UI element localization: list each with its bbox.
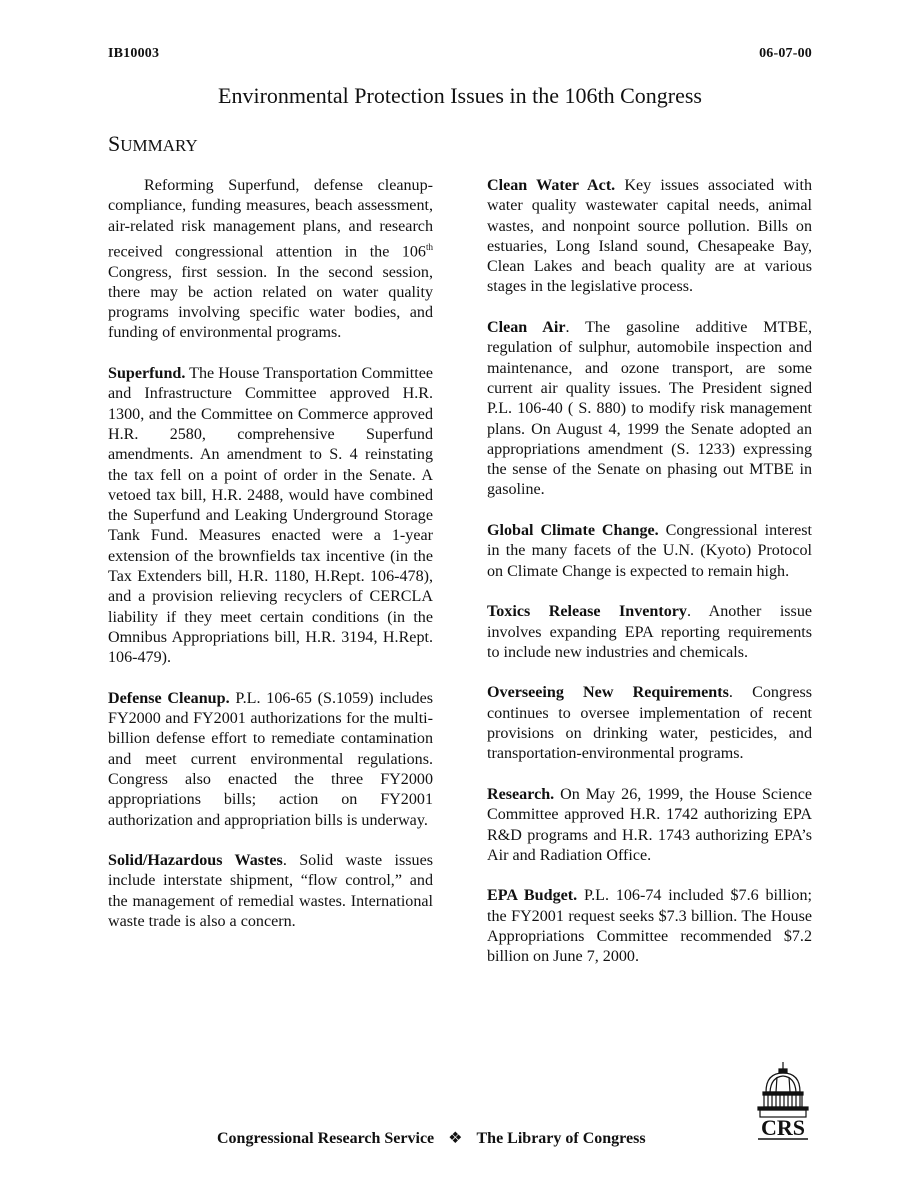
overseeing-paragraph [487, 683, 812, 764]
toxics-heading: Toxics Release Inventory [487, 603, 687, 621]
intro-text-2: Congress, first session. In the second session, there may be action related on water quality programs involving specific water bodies, and funding of environmental programs. [108, 263, 433, 342]
research-paragraph [487, 785, 812, 866]
footer [217, 1128, 646, 1148]
section-heading [108, 131, 198, 157]
overseeing-heading: Overseeing New Requirements [487, 684, 729, 702]
logo-dome [766, 1073, 800, 1092]
report-date: 06-07-00 [759, 46, 812, 61]
budget-paragraph [487, 886, 812, 967]
research-heading: Research. [487, 785, 555, 803]
toxics-text: . Another issue involves expanding EPA reporting requirements to include new industries and chemicals. [487, 603, 813, 661]
superfund-text: The House Transportation Committee and Infrastructure Committee approved H.R. 1300, and the Committee on Commerce approved H.R. 2580, comprehensive Superfund amendments. An amendment to S. 4 reinstating the tax fell on a point of order in the Senate. A vetoed tax bill, H.R. 2488, would have combined the Superfund and Leaking Underground Storage Tank Fund. Measures enacted were a 1-year extension of the brownfields tax incentive (in the Tax Extenders bill, H.R. 1180, H.Rept. 106-478), and a provision relieving recyclers of CERCLA liability if they meet certain conditions (in the Omnibus Appropriations bill, H.R. 3194, H.Rept. 106-479). [108, 365, 433, 667]
solid-waste-paragraph [108, 851, 433, 932]
intro-superscript: th [425, 241, 433, 252]
diamond-icon: ❖ [448, 1130, 463, 1147]
clean-air-heading: Clean Air [487, 319, 566, 337]
defense-text: P.L. 106-65 (S.1059) includes FY2000 and FY2001 authorizations for the multi-billion defense effort to remediate contamination and meet current environmental regulations. Congress also enacted the three FY2000 appropriations bills; action on FY2001 authorization and appropriation bills is underway. [108, 689, 434, 829]
clean-water-paragraph [487, 176, 812, 298]
climate-heading: Global Climate Change. [487, 522, 659, 540]
page-title: Environmental Protection Issues in the 106th Congress [218, 83, 702, 108]
toxics-paragraph [487, 602, 812, 663]
climate-text: Congressional interest in the many facets of the U.N. (Kyoto) Protocol on Climate Change is expected to remain high. [487, 522, 813, 580]
section-heading-initial: S [108, 131, 121, 156]
logo-dome-rib2 [789, 1077, 790, 1092]
logo-text: CRS [760, 1115, 806, 1140]
left-column [108, 176, 433, 953]
solid-waste-text: . Solid waste issues include interstate shipment, “flow control,” and the management of remedial wastes. International waste trade is also a concern. [108, 852, 433, 931]
superfund-heading: Superfund. [108, 365, 186, 383]
superfund-paragraph [108, 364, 433, 668]
solid-waste-heading: Solid/Hazardous Wastes [108, 852, 283, 870]
footer-crs: Congressional Research Service [217, 1130, 435, 1147]
logo-dome-rib [776, 1077, 777, 1092]
research-text: On May 26, 1999, the House Science Committee approved H.R. 1742 authorizing EPA R&D programs and H.R. 1743 authorizing EPA’s Air and Radiation Office. [487, 785, 812, 864]
budget-text: P.L. 106-74 included $7.6 billion; the FY2001 request seeks $7.3 billion. The House Appropriations Committee recommended $7.2 billion on June 7, 2000. [487, 887, 812, 966]
overseeing-text: . Congress continues to oversee implementation of recent provisions on drinking water, pesticides, and transportation-environmental programs. [487, 684, 813, 763]
clean-air-paragraph [487, 318, 812, 501]
clean-water-heading: Clean Water Act. [487, 177, 616, 194]
defense-heading: Defense Cleanup. [108, 689, 230, 707]
clean-air-text: . The gasoline additive MTBE, regulation of sulphur, automobile inspection and maintenance, and ozone transport, are some current air quality issues. The President signed P.L. 106-40 ( S. 880) to modify risk management plans. On August 4, 1999 the Senate adopted an appropriations amendment (S. 1233) expressing the sense of the Senate on phasing out MTBE in gasoline. [487, 319, 812, 499]
clean-water-text: Key issues associated with water quality wastewater capital needs, animal wastes, and nonpoint source pollution. Bills on estuaries, Long Island sound, Chesapeake Bay, Clean Lakes and beach quality are at various stages in the legislative process. [487, 177, 812, 296]
section-heading-rest: UMMARY [120, 136, 198, 155]
intro-text-1: Reforming Superfund, defense cleanup-compliance, funding measures, beach assessment, air-related risk management plans, and research received congressional attention in the 106 [108, 177, 433, 261]
footer-loc: The Library of Congress [476, 1130, 646, 1147]
right-column [487, 176, 812, 988]
intro-paragraph [108, 176, 433, 344]
report-id: IB10003 [108, 46, 160, 61]
defense-paragraph [108, 689, 433, 831]
budget-heading: EPA Budget. [487, 887, 578, 905]
crs-capitol-logo [752, 1060, 814, 1144]
climate-paragraph [487, 521, 812, 582]
